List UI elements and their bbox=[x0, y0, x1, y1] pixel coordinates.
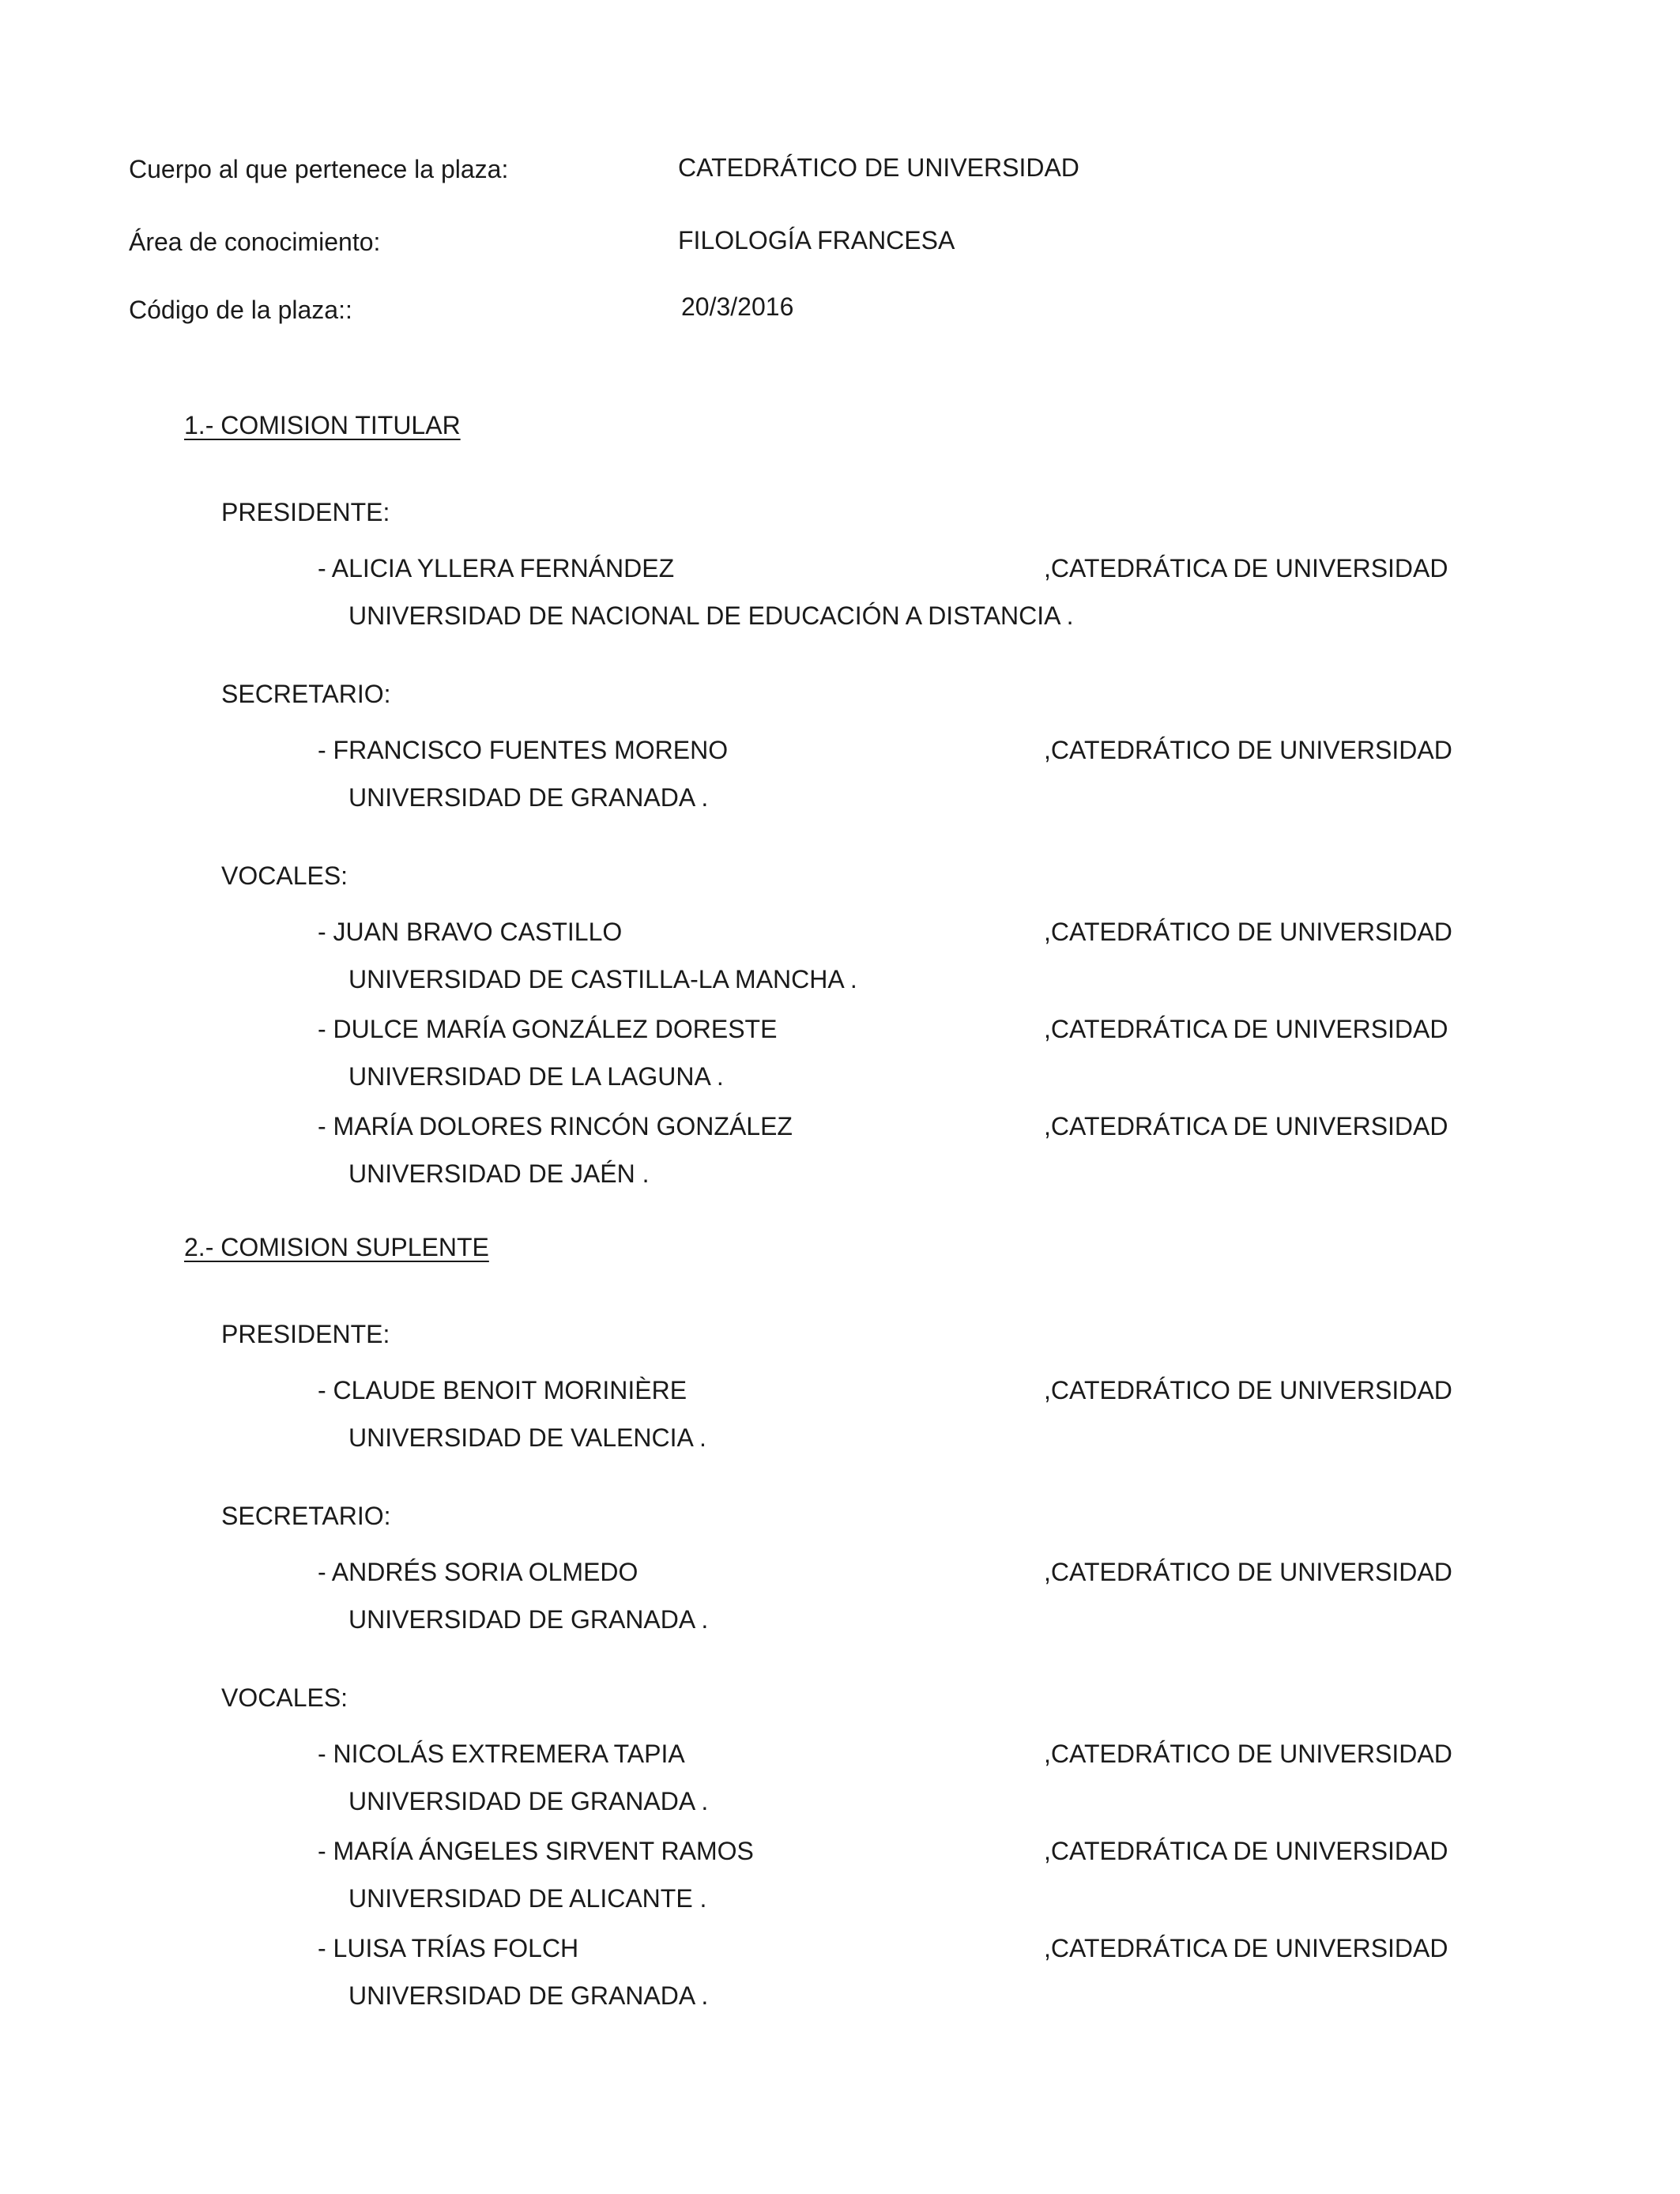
titular-secretario-name: - FRANCISCO FUENTES MORENO bbox=[318, 736, 729, 764]
suplente-secretario-university: UNIVERSIDAD DE GRANADA . bbox=[348, 1605, 709, 1634]
suplente-presidente-label: PRESIDENTE: bbox=[221, 1320, 390, 1348]
suplente-vocal-1-title: ,CATEDRÁTICO DE UNIVERSIDAD bbox=[1044, 1740, 1452, 1768]
suplente-vocal-2-title: ,CATEDRÁTICA DE UNIVERSIDAD bbox=[1044, 1837, 1448, 1865]
suplente-vocal-3-title: ,CATEDRÁTICA DE UNIVERSIDAD bbox=[1044, 1934, 1448, 1962]
titular-presidente-university: UNIVERSIDAD DE NACIONAL DE EDUCACIÓN A DISTANCIA . bbox=[348, 601, 1074, 630]
codigo-value: 20/3/2016 bbox=[681, 292, 794, 321]
cuerpo-label: Cuerpo al que pertenece la plaza: bbox=[129, 155, 509, 183]
titular-secretario-university: UNIVERSIDAD DE GRANADA . bbox=[348, 783, 709, 812]
suplente-heading: 2.- COMISION SUPLENTE bbox=[184, 1233, 489, 1261]
suplente-vocal-3-university: UNIVERSIDAD DE GRANADA . bbox=[348, 1981, 709, 2010]
codigo-label: Código de la plaza:: bbox=[129, 296, 352, 324]
titular-secretario-title: ,CATEDRÁTICO DE UNIVERSIDAD bbox=[1044, 736, 1452, 764]
titular-vocal-3-name: - MARÍA DOLORES RINCÓN GONZÁLEZ bbox=[318, 1112, 793, 1140]
titular-vocal-1-name: - JUAN BRAVO CASTILLO bbox=[318, 918, 623, 946]
titular-vocales-label: VOCALES: bbox=[221, 861, 348, 890]
area-label: Área de conocimiento: bbox=[129, 228, 381, 256]
titular-vocal-1-title: ,CATEDRÁTICO DE UNIVERSIDAD bbox=[1044, 918, 1452, 946]
titular-vocal-2-university: UNIVERSIDAD DE LA LAGUNA . bbox=[348, 1062, 724, 1091]
suplente-vocal-3-name: - LUISA TRÍAS FOLCH bbox=[318, 1934, 579, 1962]
suplente-presidente-title: ,CATEDRÁTICO DE UNIVERSIDAD bbox=[1044, 1376, 1452, 1404]
suplente-vocal-2-university: UNIVERSIDAD DE ALICANTE . bbox=[348, 1884, 707, 1913]
suplente-vocal-1-name: - NICOLÁS EXTREMERA TAPIA bbox=[318, 1740, 685, 1768]
suplente-vocales-label: VOCALES: bbox=[221, 1683, 348, 1712]
titular-presidente-name: - ALICIA YLLERA FERNÁNDEZ bbox=[318, 554, 675, 582]
titular-presidente-label: PRESIDENTE: bbox=[221, 498, 390, 526]
area-value: FILOLOGÍA FRANCESA bbox=[678, 226, 955, 254]
titular-vocal-2-title: ,CATEDRÁTICA DE UNIVERSIDAD bbox=[1044, 1015, 1448, 1043]
suplente-secretario-title: ,CATEDRÁTICO DE UNIVERSIDAD bbox=[1044, 1558, 1452, 1586]
cuerpo-value: CATEDRÁTICO DE UNIVERSIDAD bbox=[678, 153, 1079, 182]
titular-vocal-2-name: - DULCE MARÍA GONZÁLEZ DORESTE bbox=[318, 1015, 778, 1043]
titular-vocal-3-university: UNIVERSIDAD DE JAÉN . bbox=[348, 1159, 650, 1188]
titular-presidente-title: ,CATEDRÁTICA DE UNIVERSIDAD bbox=[1044, 554, 1448, 582]
suplente-vocal-2-name: - MARÍA ÁNGELES SIRVENT RAMOS bbox=[318, 1837, 754, 1865]
suplente-presidente-university: UNIVERSIDAD DE VALENCIA . bbox=[348, 1423, 706, 1452]
suplente-vocal-1-university: UNIVERSIDAD DE GRANADA . bbox=[348, 1787, 709, 1815]
titular-vocal-3-title: ,CATEDRÁTICA DE UNIVERSIDAD bbox=[1044, 1112, 1448, 1140]
suplente-secretario-name: - ANDRÉS SORIA OLMEDO bbox=[318, 1558, 638, 1586]
titular-heading: 1.- COMISION TITULAR bbox=[184, 411, 461, 439]
titular-vocal-1-university: UNIVERSIDAD DE CASTILLA-LA MANCHA . bbox=[348, 965, 857, 993]
suplente-secretario-label: SECRETARIO: bbox=[221, 1502, 391, 1530]
titular-secretario-label: SECRETARIO: bbox=[221, 680, 391, 708]
suplente-presidente-name: - CLAUDE BENOIT MORINIÈRE bbox=[318, 1376, 687, 1404]
